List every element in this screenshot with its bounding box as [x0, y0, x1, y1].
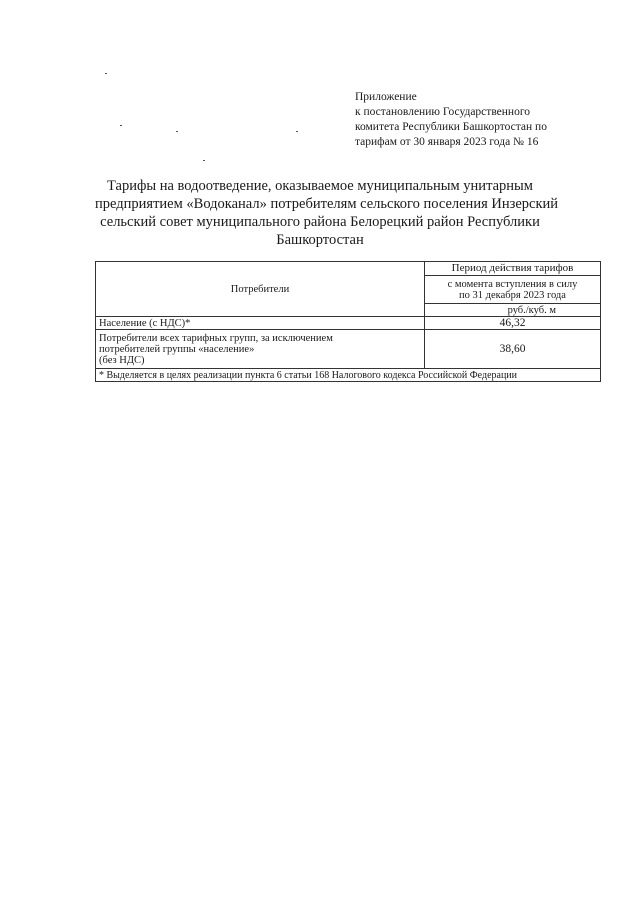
scan-speck — [120, 125, 122, 126]
tariff-value: 38,60 — [425, 330, 601, 369]
appendix-block — [355, 90, 595, 150]
scan-speck — [176, 131, 178, 132]
period-value-line: с момента вступления в силу — [447, 278, 578, 290]
period-header: Период действия тарифов — [425, 262, 601, 276]
title-line: Башкортостан — [276, 232, 364, 248]
title-line: сельский совет муниципального района Белорецкий район Республики — [100, 214, 540, 230]
appendix-reference-line: тарифам от 30 января 2023 года № 16 — [355, 136, 539, 148]
consumer-cell: Население (с НДС)* — [96, 317, 425, 330]
tariff-table — [95, 261, 601, 382]
table-row — [96, 330, 601, 369]
scan-speck — [203, 160, 205, 161]
consumer-line: потребителей группы «население» — [99, 343, 255, 355]
consumer-line: (без НДС) — [99, 354, 145, 366]
tariff-value: 46,32 — [425, 317, 601, 330]
appendix-label: Приложение — [355, 91, 417, 103]
appendix-reference-line: комитета Республики Башкортостан по — [355, 121, 547, 133]
scan-speck — [296, 131, 298, 132]
consumer-line: Потребители всех тарифных групп, за исключением — [99, 332, 333, 344]
document-title — [95, 177, 559, 249]
unit-cell: руб./куб. м — [425, 304, 601, 317]
period-value — [425, 276, 601, 304]
title-line: Тарифы на водоотведение, оказываемое муниципальным унитарным — [107, 178, 533, 194]
consumers-header: Потребители — [96, 262, 425, 317]
consumer-cell — [96, 330, 425, 369]
footnote-row — [96, 369, 601, 382]
footnote: * Выделяется в целях реализации пункта 6 статьи 168 Налогового кодекса Российской Федерации — [96, 369, 601, 382]
appendix-reference-line: к постановлению Государственного — [355, 106, 531, 118]
title-line: предприятием «Водоканал» потребителям сельского поселения Инзерский — [95, 196, 559, 212]
period-value-line: по 31 декабря 2023 года — [459, 289, 566, 301]
scan-speck — [105, 73, 107, 74]
table-row — [96, 317, 601, 330]
